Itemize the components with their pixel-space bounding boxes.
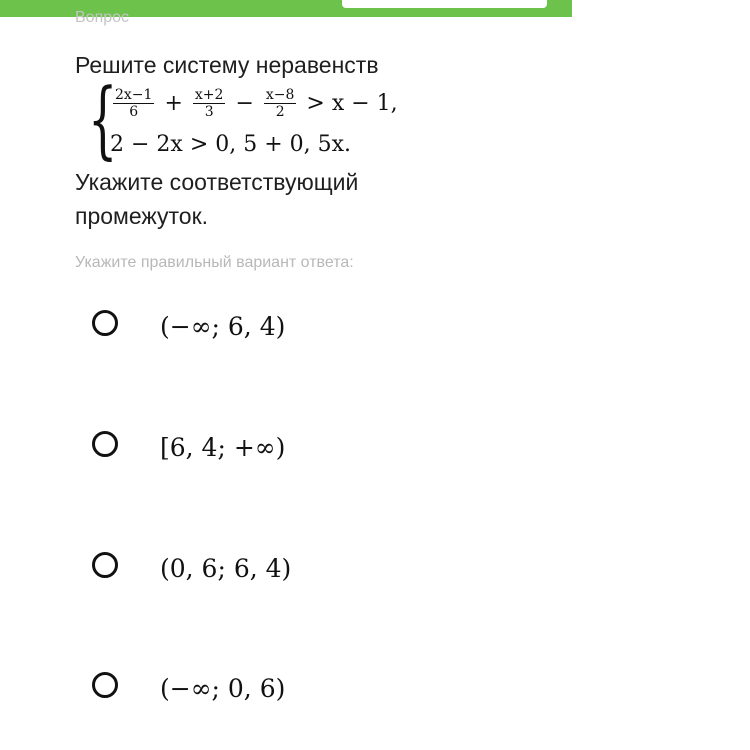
top-bar-field[interactable] [342,0,547,8]
radio-button[interactable] [92,552,118,578]
fraction-2-numerator: x+2 [194,86,224,103]
operator-minus: − [235,90,254,116]
inequality-1-rhs: > x − 1, [306,90,398,116]
option-label: (−∞; 0, 6) [160,674,286,703]
question-title: Решите систему неравенств [75,52,379,78]
section-label: Вопрос [75,9,130,26]
fraction-2 [193,87,226,120]
radio-button[interactable] [92,431,118,457]
option-label: (0, 6; 6, 4) [160,554,292,583]
answer-option-2[interactable] [90,431,490,471]
answer-option-1[interactable] [90,310,490,350]
inequality-system [88,70,488,168]
option-label: [6, 4; +∞) [160,433,286,462]
fraction-3-numerator: x−8 [265,86,295,103]
question-instruction: Укажите соответствующий промежуток. [75,169,359,229]
answer-option-3[interactable] [90,552,490,592]
inequality-row-1 [110,82,405,124]
fraction-3-denominator: 2 [275,103,285,120]
operator-plus: + [164,90,183,116]
inequality-row-2: 2 − 2x > 0, 5 + 0, 5x. [110,131,352,157]
fraction-2-denominator: 3 [204,103,214,120]
answer-option-4[interactable] [90,672,490,712]
fraction-1 [113,87,154,120]
radio-button[interactable] [92,310,118,336]
option-label: (−∞; 6, 4) [160,312,286,341]
answer-hint: Укажите правильный вариант ответа: [75,254,354,271]
fraction-3 [264,87,297,120]
fraction-1-denominator: 6 [129,103,139,120]
fraction-1-numerator: 2x−1 [115,86,153,103]
radio-button[interactable] [92,672,118,698]
system-brace: { [88,70,118,168]
